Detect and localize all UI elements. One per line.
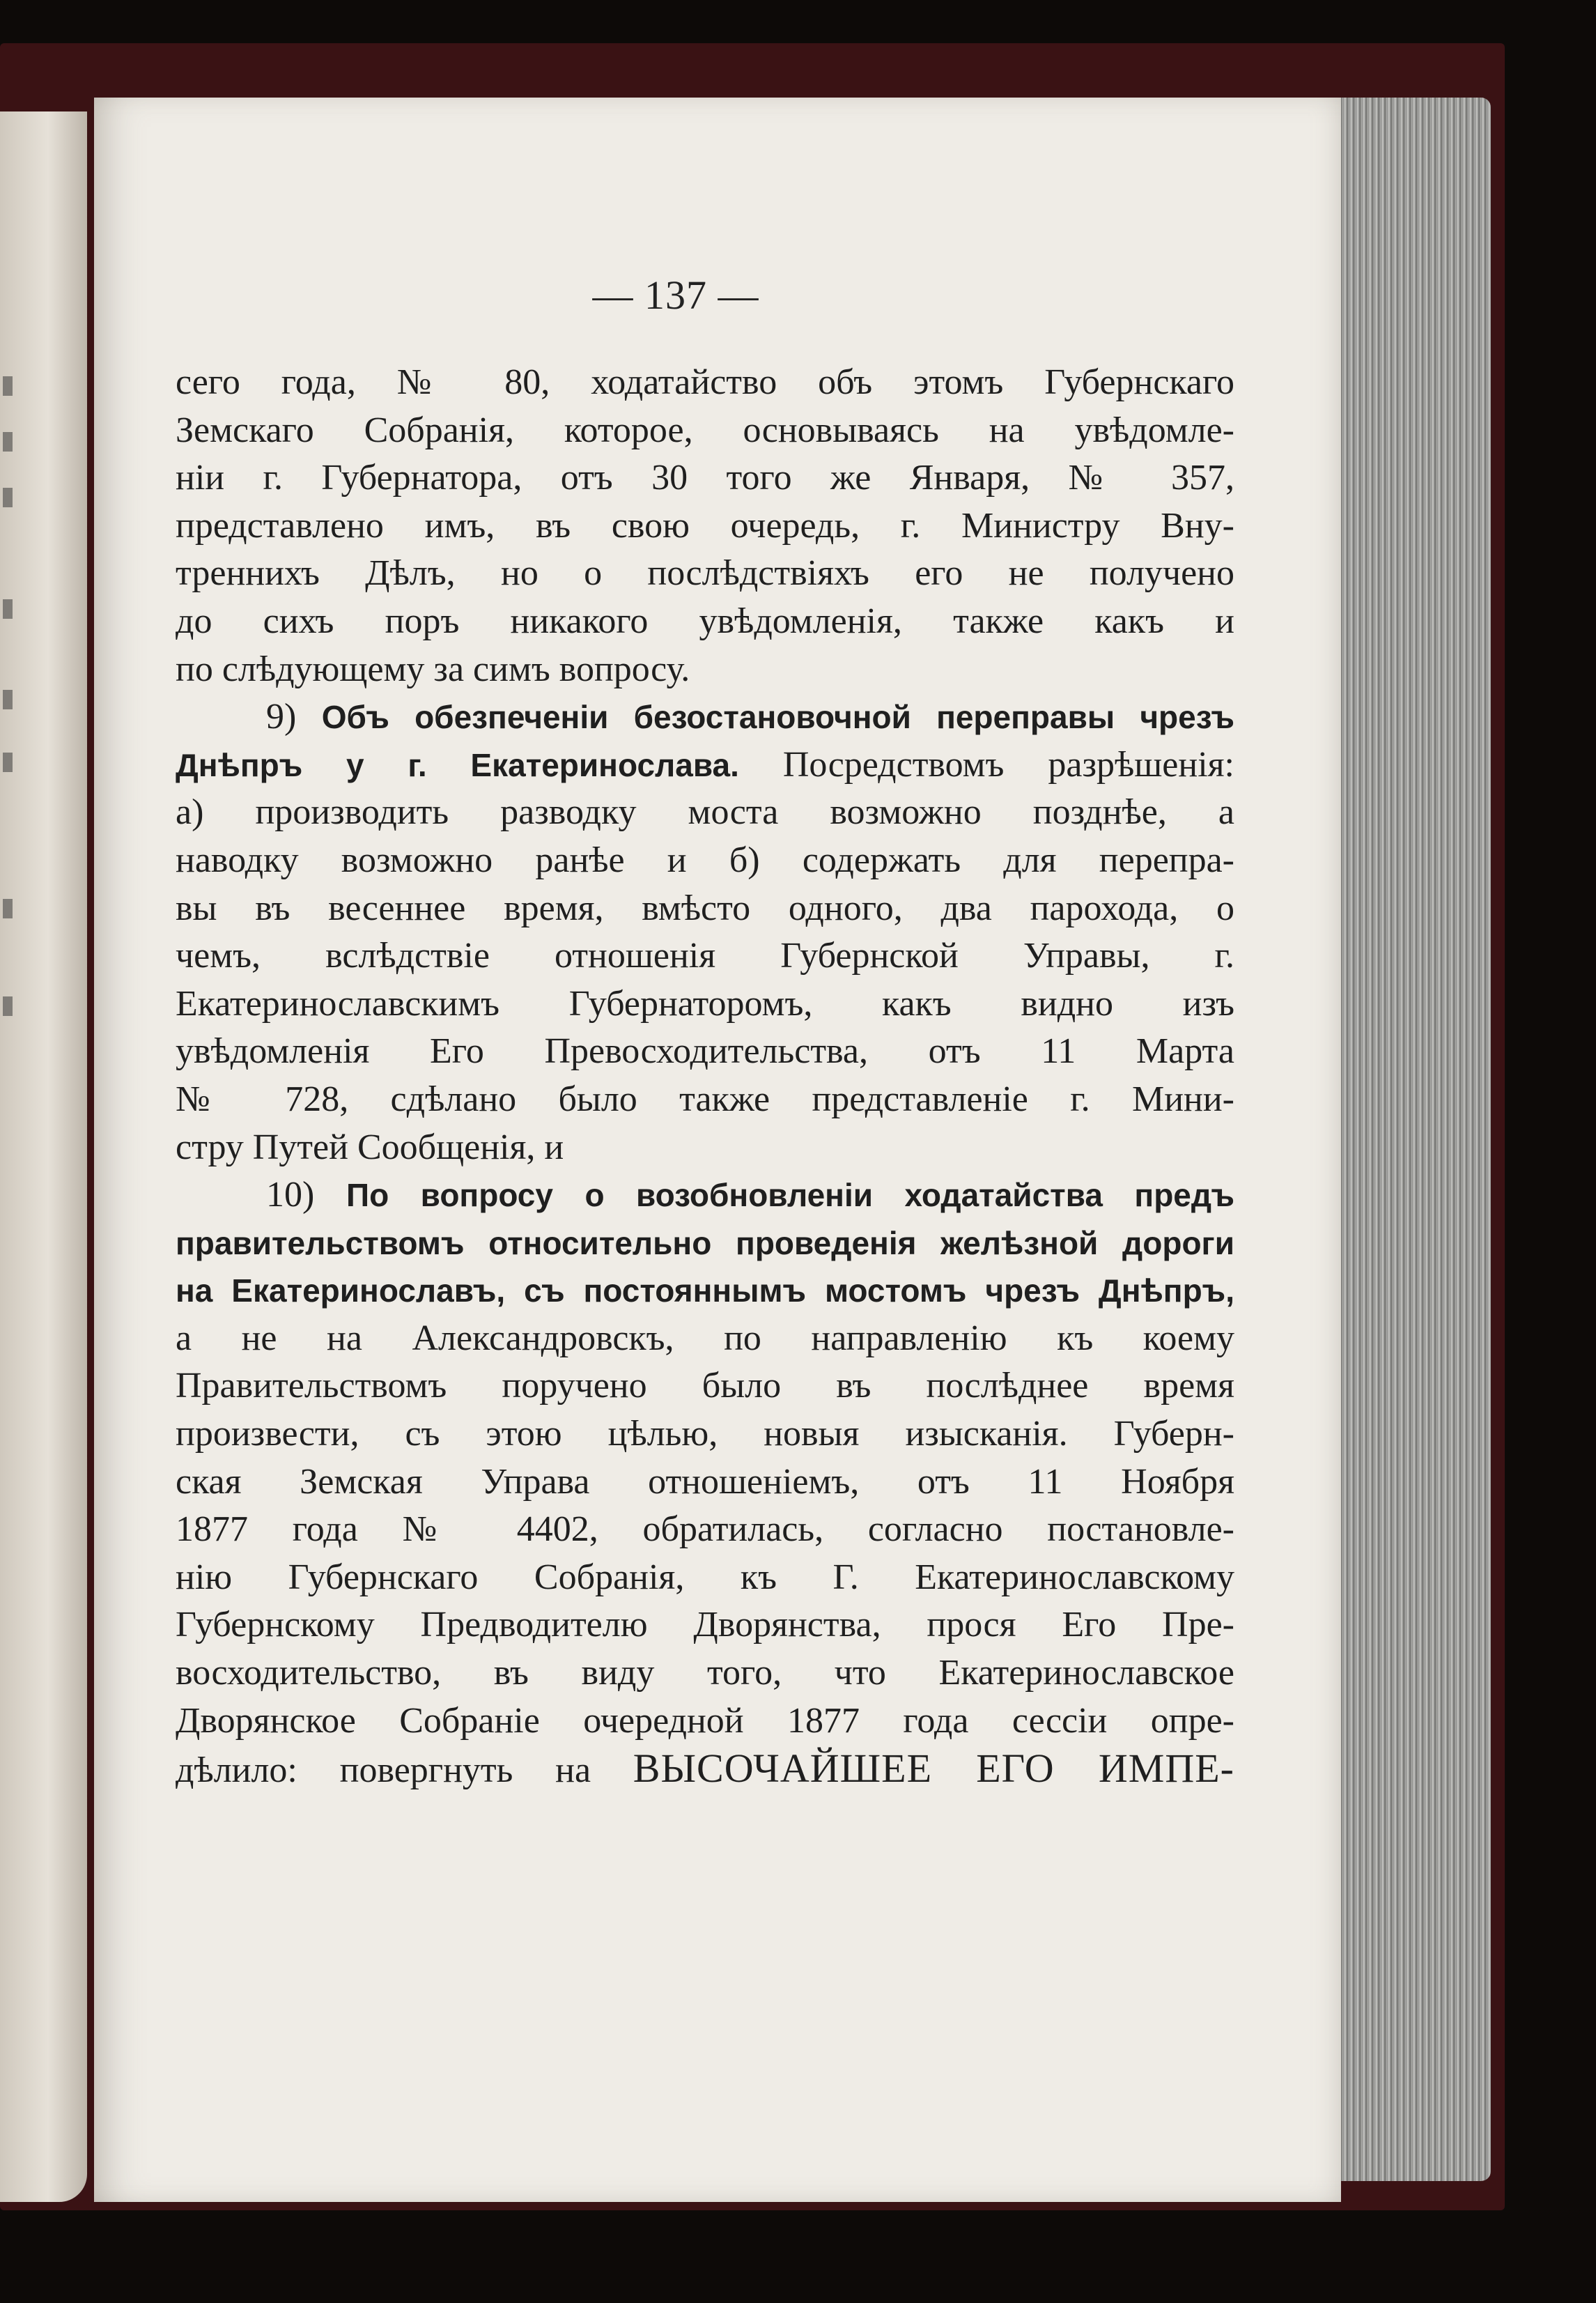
text-line: а не на Александровскъ, по направленію къ коему [176, 1318, 1234, 1358]
text-line: Губернскому Предводителю Дворянства, прося Его Пре- [176, 1605, 1234, 1645]
text-line: стру Путей Сообщенія, и [176, 1127, 564, 1167]
book-page [94, 98, 1341, 2202]
left-page-text-fragment [3, 488, 13, 507]
page-body [176, 359, 1234, 1793]
text-line: увѣдомленія Его Превосходительства, отъ 11 Марта [176, 1031, 1234, 1072]
text-line: чемъ, вслѣдствіе отношенія Губернской Управы, г. [176, 936, 1234, 976]
item-number: 9) [266, 697, 297, 737]
item-9-heading-cont [176, 741, 1234, 790]
left-page-text-fragment [3, 996, 13, 1016]
item-heading: на Екатеринославъ, съ постояннымъ мостомъ чрезъ Днѣпръ, [176, 1272, 1234, 1309]
page-edges-stack [1331, 98, 1491, 2181]
item-heading: Днѣпръ у г. Екатеринослава. [176, 746, 739, 783]
left-page-text-fragment [3, 432, 13, 452]
item-10-heading [176, 1171, 1234, 1219]
text-line: до сихъ поръ никакого увѣдомленія, также какъ и [176, 601, 1234, 641]
text-line: нію Губернскаго Собранія, къ Г. Екатеринославскому [176, 1557, 1234, 1597]
text-line: 1877 года № 4402, обратилась, согласно постановле- [176, 1509, 1234, 1550]
text-line: треннихъ Дѣлъ, но о послѣдствіяхъ его не получено [176, 553, 1234, 594]
text-line [176, 1745, 1234, 1793]
page-number: — 137 — [592, 272, 759, 318]
text-line: произвести, съ этою цѣлью, новыя изысканія. Губерн- [176, 1414, 1234, 1454]
left-page-text-fragment [3, 376, 13, 396]
text-line: № 728, сдѣлано было также представленіе г. Мини- [176, 1079, 1234, 1119]
left-page-text-fragment [3, 899, 13, 918]
text-line: наводку возможно ранѣе и б) содержать для перепра- [176, 840, 1234, 880]
text-line: вы въ весеннее время, вмѣсто одного, два парохода, о [176, 888, 1234, 928]
text-fragment: дѣлило: повергнуть на [176, 1750, 633, 1791]
text-line: представлено имъ, въ свою очередь, г. Министру Вну- [176, 505, 1234, 546]
text-line: Дворянское Собраніе очередной 1877 года сессіи опре- [176, 1700, 1234, 1741]
item-9-heading [176, 693, 1234, 741]
left-page-text-fragment [3, 753, 13, 772]
left-page-text-fragment [3, 599, 13, 619]
left-page-edge [0, 111, 87, 2202]
left-page-text-fragment [3, 690, 13, 709]
text-line: ская Земская Управа отношеніемъ, отъ 11 Ноября [176, 1461, 1234, 1502]
text-line: Земскаго Собранія, которое, основываясь на увѣдомле- [176, 410, 1234, 450]
item-number: 10) [266, 1175, 315, 1215]
item-text: Посредствомъ разрѣшенія: [782, 744, 1234, 785]
item-heading: Объ обезпеченіи безостановочной переправы чрезъ [321, 699, 1234, 736]
text-line: по слѣдующему за симъ вопросу. [176, 649, 690, 689]
text-line: ніи г. Губернатора, отъ 30 того же Января, № 357, [176, 458, 1234, 498]
text-line: Екатеринославскимъ Губернаторомъ, какъ видно изъ [176, 983, 1234, 1024]
item-heading: По вопросу о возобновленіи ходатайства предъ [346, 1177, 1235, 1214]
text-line: сего года, № 80, ходатайство объ этомъ Губернскаго [176, 362, 1234, 402]
item-heading: правительствомъ относительно проведенія желѣзной дороги [176, 1224, 1234, 1261]
caps-text: ВЫСОЧАЙШЕЕ ЕГО ИМПЕ- [633, 1746, 1234, 1792]
text-line: восходительство, въ виду того, что Екатеринославское [176, 1653, 1234, 1693]
text-line: Правительствомъ поручено было въ послѣднее время [176, 1366, 1234, 1406]
text-line: а) производить разводку моста возможно позднѣе, а [176, 792, 1234, 833]
